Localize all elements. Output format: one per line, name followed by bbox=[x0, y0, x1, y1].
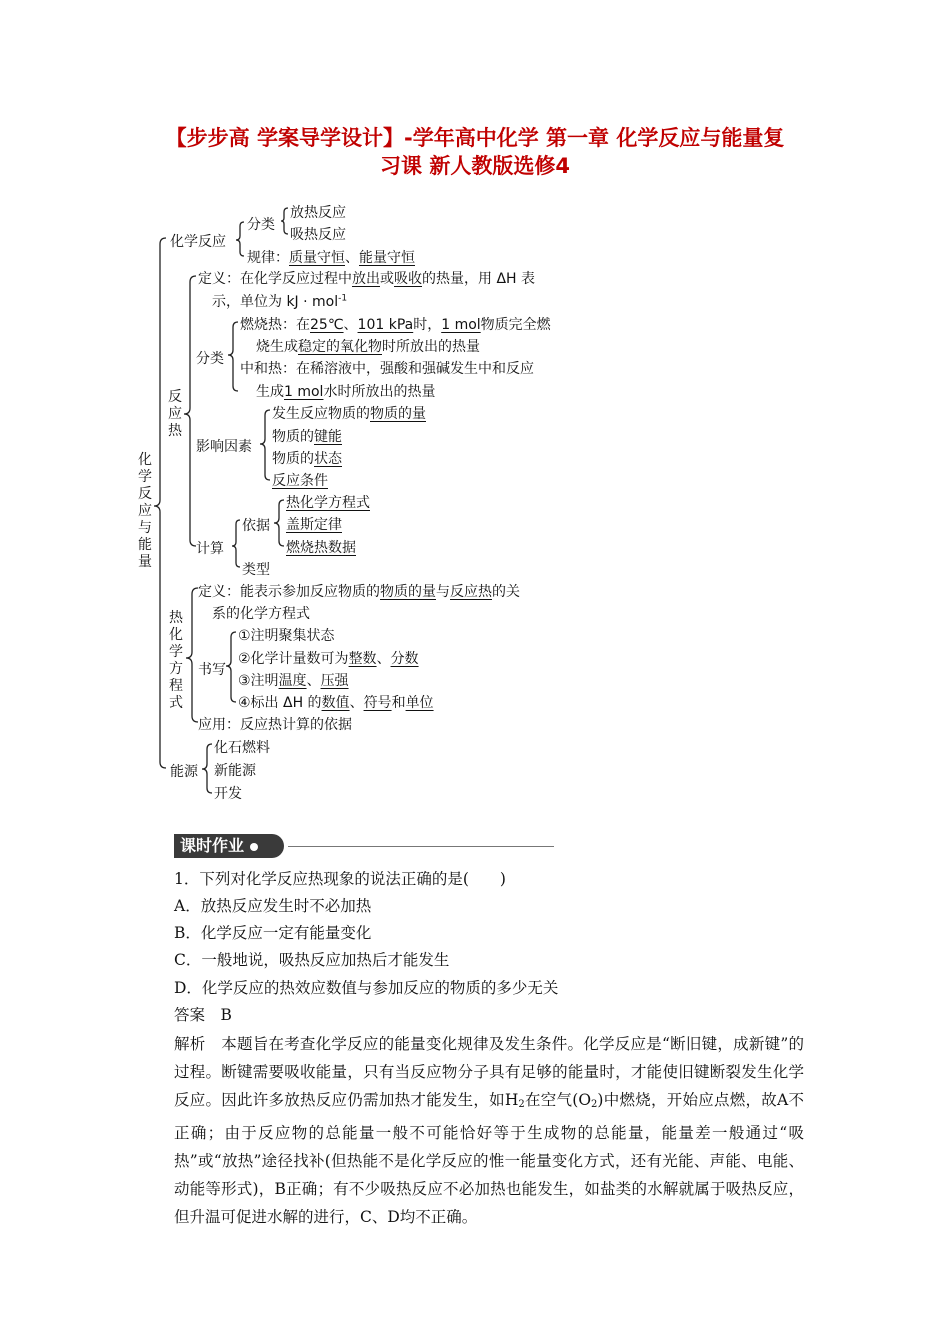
ranshao-pressure: 101 kPa bbox=[357, 317, 414, 333]
node-huaxuefanying: 化学反应 bbox=[170, 234, 226, 250]
node-def-line2 bbox=[212, 291, 347, 311]
node-shuxie: 书写 bbox=[198, 662, 226, 678]
factor1-a: 发生反应物质的 bbox=[272, 406, 370, 422]
w4-c: 、 bbox=[349, 695, 364, 711]
option-c: C．一般地说，吸热反应加热后才能发生 bbox=[174, 951, 450, 969]
option-a: A．放热反应发生时不必加热 bbox=[174, 897, 372, 915]
ranshao2-c: 时所放出的热量 bbox=[382, 339, 480, 355]
w3-c: 、 bbox=[306, 673, 321, 689]
node-fangre: 放热反应 bbox=[290, 205, 346, 221]
w4-b: 数值 bbox=[321, 695, 350, 711]
question-1: 1．下列对化学反应热现象的说法正确的是( ) bbox=[174, 870, 506, 888]
def-xishou: 吸收 bbox=[394, 271, 422, 287]
w2-c: 、 bbox=[376, 651, 391, 667]
brace-jisuan bbox=[232, 520, 240, 567]
node-jisuan: 计算 bbox=[196, 541, 224, 557]
node-rehuaxuefangchengshi: 热化学方程式 bbox=[169, 610, 183, 711]
brace-fenlei2 bbox=[228, 322, 238, 391]
node-fanyingre: 反应热 bbox=[168, 389, 182, 439]
def3-a: 定义：能表示参加反应物质的 bbox=[198, 584, 380, 600]
node-basis1: 热化学方程式 bbox=[286, 495, 370, 511]
node-yingxiangyinsu: 影响因素 bbox=[196, 439, 252, 455]
node-zhonghere-line2 bbox=[256, 381, 435, 401]
w4-e: 和 bbox=[391, 695, 406, 711]
option-b: B．化学反应一定有能量变化 bbox=[174, 924, 372, 942]
ranshao2-stable-oxide: 稳定的氧化物 bbox=[298, 339, 382, 355]
document-title-line2: 习课 新人教版选修4 bbox=[380, 154, 570, 178]
def3-d: 反应热 bbox=[450, 584, 492, 600]
w3-a: ③注明 bbox=[238, 673, 279, 689]
banner-rule bbox=[288, 846, 554, 847]
zhonghe2-c: 水时所放出的热量 bbox=[323, 384, 436, 400]
w4-f: 单位 bbox=[405, 695, 434, 711]
node-guilv bbox=[247, 247, 415, 267]
document-title-line1: 【步步高 学案导学设计】-学年高中化学 第一章 化学反应与能量复 bbox=[165, 126, 785, 150]
brace-yingxiang bbox=[260, 410, 270, 480]
node-fenlei-2: 分类 bbox=[196, 351, 224, 367]
h2-subscript: 2 bbox=[518, 1099, 525, 1110]
node-ranshaore bbox=[240, 314, 551, 334]
brace-huaxue bbox=[236, 222, 244, 256]
factor3-b: 状态 bbox=[314, 451, 342, 467]
node-energy3: 开发 bbox=[214, 786, 242, 802]
node-ranshaore-line2 bbox=[256, 336, 480, 356]
zhonghe2-a: 生成 bbox=[256, 384, 284, 400]
brace-nengyuan bbox=[202, 744, 212, 793]
analysis-b: 在空气(O bbox=[524, 1091, 592, 1109]
def-fangchu: 放出 bbox=[352, 271, 380, 287]
w2-d: 分数 bbox=[390, 651, 419, 667]
node-write3 bbox=[238, 670, 349, 690]
node-factor1 bbox=[272, 403, 426, 423]
node-yiju: 依据 bbox=[242, 518, 270, 534]
factor2-b: 键能 bbox=[314, 429, 342, 445]
factor2-a: 物质的 bbox=[272, 429, 314, 445]
ranshao-label: 燃烧热：在 bbox=[240, 317, 310, 333]
o2-subscript: 2 bbox=[591, 1099, 598, 1110]
brace-fanyingre bbox=[184, 276, 196, 546]
sep: 、 bbox=[345, 250, 359, 266]
answer: 答案 B bbox=[174, 1006, 232, 1024]
brace-fenlei1 bbox=[281, 208, 288, 234]
factor1-b: 物质的量 bbox=[370, 406, 426, 422]
brace-shuxie bbox=[226, 632, 236, 702]
w4-d: 符号 bbox=[363, 695, 392, 711]
ranshao-shi: 时， bbox=[413, 317, 442, 333]
node-factor3 bbox=[272, 448, 342, 468]
w2-a: ②化学计量数可为 bbox=[238, 651, 349, 667]
option-d: D．化学反应的热效应数值与参加反应的物质的多少无关 bbox=[174, 979, 559, 997]
node-basis3: 燃烧热数据 bbox=[286, 540, 356, 556]
node-def-rehuaxue-line2: 系的化学方程式 bbox=[212, 606, 310, 622]
energy-conservation: 能量守恒 bbox=[359, 250, 415, 266]
node-nengyuan: 能源 bbox=[170, 764, 198, 780]
node-write1: ①注明聚集状态 bbox=[238, 628, 335, 644]
node-factor4: 反应条件 bbox=[272, 473, 328, 489]
node-xire: 吸热反应 bbox=[290, 227, 346, 243]
ranshao-temp: 25℃ bbox=[310, 317, 344, 333]
node-write4 bbox=[238, 692, 434, 712]
node-basis2: 盖斯定律 bbox=[286, 517, 342, 533]
brace-yiju bbox=[274, 500, 284, 546]
node-leixing: 类型 bbox=[242, 562, 270, 578]
node-application: 应用：反应热计算的依据 bbox=[198, 717, 352, 733]
def-reliang: 的热量 bbox=[422, 271, 464, 287]
node-zhonghere: 中和热：在稀溶液中，强酸和强碱发生中和反应 bbox=[240, 361, 534, 377]
bullet-icon bbox=[250, 843, 258, 851]
w2-b: 整数 bbox=[348, 651, 377, 667]
mass-conservation: 质量守恒 bbox=[289, 250, 345, 266]
ranshao-mol: 1 mol bbox=[441, 317, 481, 333]
node-factor2 bbox=[272, 426, 342, 446]
w3-b: 温度 bbox=[278, 673, 307, 689]
ranshao2-a: 烧生成 bbox=[256, 339, 298, 355]
def3-e: 的关 bbox=[492, 584, 520, 600]
analysis-paragraph bbox=[174, 1030, 804, 1231]
analysis-c: )中燃烧，开始应点燃，故A不正确；由于反应物的总能量一般不可能恰好等于生成物的总能量，能量差一般通过“吸热”或“放热”途径找补(但热能不是化学反应的惟一能量变化方式，还有光能、声能、电能、动能等形式)，B正确；有不少吸热反应不必加热也能发生，如盐类的水解就属于吸热反应，但升温可促进水解的进行，C、D均不正确。 bbox=[174, 1091, 804, 1226]
def3-b: 物质的量 bbox=[380, 584, 436, 600]
brace-rehuaxue bbox=[186, 588, 198, 722]
node-def-rehuaxue bbox=[198, 581, 520, 601]
mindmap-root-label: 化学反应与能量 bbox=[138, 452, 152, 570]
node-def-fanyingre bbox=[198, 268, 535, 288]
node-energy1: 化石燃料 bbox=[214, 740, 270, 756]
def3-c: 与 bbox=[436, 584, 450, 600]
factor3-a: 物质的 bbox=[272, 451, 314, 467]
def-or: 或 bbox=[380, 271, 394, 287]
node-write2 bbox=[238, 648, 419, 668]
root-brace bbox=[154, 238, 166, 768]
ranshao-sep: 、 bbox=[343, 317, 358, 333]
guilv-label: 规律： bbox=[247, 250, 289, 266]
def-unit: 示，单位为 kJ · mol bbox=[212, 294, 339, 310]
node-energy2: 新能源 bbox=[214, 763, 256, 779]
def-text: 定义：在化学反应过程中 bbox=[198, 271, 352, 287]
ranshao-rest: 物质完全燃 bbox=[480, 317, 551, 333]
def-dh: ，用 ΔH 表 bbox=[464, 271, 536, 287]
homework-banner-label: 课时作业 bbox=[180, 836, 245, 855]
analysis-a: 解析 本题旨在考查化学反应的能量变化规律及发生条件。化学反应是“断旧键，成新键”的过程。断键需要吸收能量，只有当反应物分子具有足够的能量时，才能使旧键断裂发生化学反应。因此许多放热反应仍需加热才能发生，如H bbox=[174, 1035, 804, 1109]
def-unit-exponent: -1 bbox=[338, 293, 348, 304]
node-fenlei-1: 分类 bbox=[247, 217, 275, 233]
zhonghe2-mol: 1 mol bbox=[284, 384, 324, 400]
w4-a: ④标出 ΔH 的 bbox=[238, 695, 322, 711]
analysis-text bbox=[174, 1030, 804, 1231]
w3-d: 压强 bbox=[320, 673, 349, 689]
homework-banner bbox=[174, 834, 284, 858]
